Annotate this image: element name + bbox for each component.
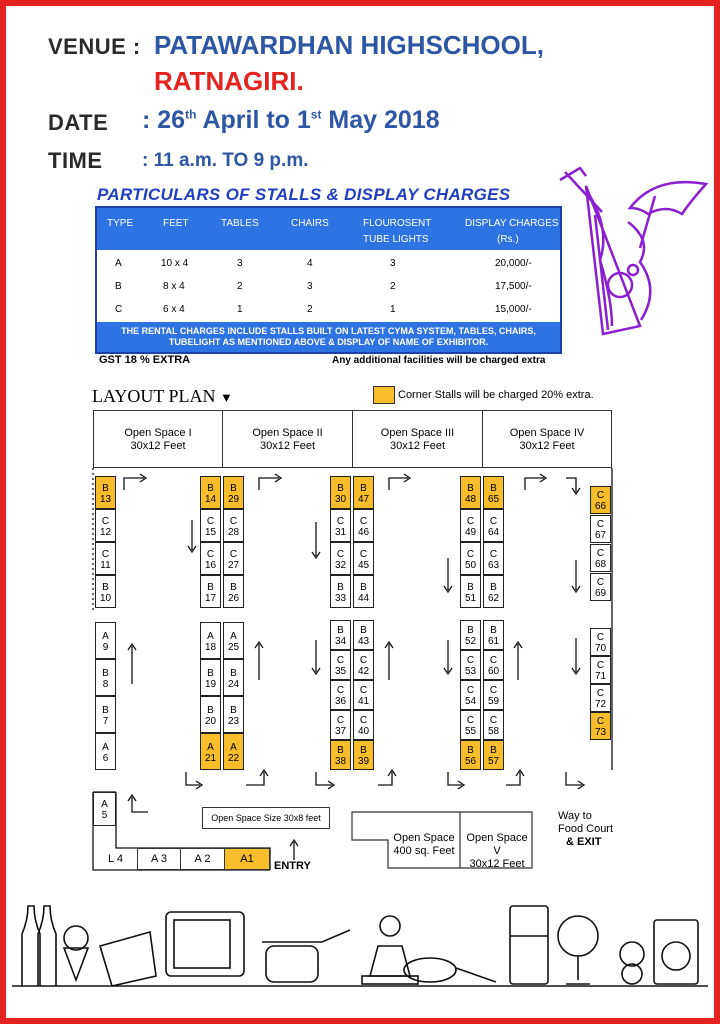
stall-29: B 29 [223,476,244,509]
stall-67: C 67 [590,515,611,543]
stall-49: C 49 [460,509,481,542]
open-space-3: Open Space III 30x12 Feet [352,410,483,468]
layout-title: LAYOUT PLAN ▼ [92,386,233,406]
stall-14: B 14 [200,476,221,509]
stall-l4: L 4 [108,853,123,865]
stall-59: C 59 [483,680,504,710]
stall-54: C 54 [460,680,481,710]
stall-63: C 63 [483,542,504,575]
stall-64: C 64 [483,509,504,542]
table-cell: 2 [237,281,243,292]
stall-58: C 58 [483,710,504,740]
stall-11: C 11 [95,542,116,575]
table-cell: 2 [390,281,396,292]
open-space-4: Open Space IV 30x12 Feet [482,410,612,468]
stall-71: C 71 [590,656,611,684]
stall-22: A 22 [223,733,244,770]
header-chairs: CHAIRS [291,218,329,229]
stall-36: C 36 [330,680,351,710]
stall-69: C 69 [590,573,611,601]
header-feet: FEET [163,218,189,229]
gst-note: GST 18 % EXTRA [99,354,191,366]
time-value: : 11 a.m. TO 9 p.m. [142,150,309,171]
date-value: : 26th April to 1st May 2018 [142,106,440,134]
stall-7: B 7 [95,696,116,733]
stall-31: C 31 [330,509,351,542]
table-cell: 3 [307,281,313,292]
table-cell: 4 [307,258,313,269]
stall-38: B 38 [330,740,351,770]
venue-line2: RATNAGIRI. [154,66,304,96]
stall-40: C 40 [353,710,374,740]
header-display-1: DISPLAY CHARGES [465,218,559,229]
triangle-down-icon: ▼ [220,390,233,405]
stall-39: B 39 [353,740,374,770]
stall-34: B 34 [330,620,351,650]
stall-61: B 61 [483,620,504,650]
stall-6: A 6 [95,733,116,770]
stall-a2: A 2 [180,848,225,870]
particulars-title: PARTICULARS OF STALLS & DISPLAY CHARGES [97,185,511,204]
stall-72: C 72 [590,684,611,712]
venue-label: VENUE : [48,34,141,59]
stall-68: C 68 [590,544,611,572]
table-cell: 1 [237,304,243,315]
open-space-1: Open Space I 30x12 Feet [93,410,223,468]
table-cell: 2 [307,304,313,315]
stall-26: B 26 [223,575,244,608]
table-cell: 17,500/- [495,281,532,292]
stall-42: C 42 [353,650,374,680]
stall-56: B 56 [460,740,481,770]
stall-21: A 21 [200,733,221,770]
table-cell: 8 x 4 [163,281,185,292]
open-space-5: Open Space V 30x12 Feet [466,832,528,870]
stall-a5: A 5 [93,792,116,826]
stall-73: C 73 [590,712,611,740]
stall-30: B 30 [330,476,351,509]
stall-13: B 13 [95,476,116,509]
header-display-2: (Rs.) [497,234,519,245]
table-cell: C [115,304,123,315]
stall-27: C 27 [223,542,244,575]
stall-18: A 18 [200,622,221,659]
stall-57: B 57 [483,740,504,770]
table-cell: 10 x 4 [161,258,189,269]
table-cell: B [115,281,122,292]
stall-66: C 66 [590,486,611,514]
stall-41: C 41 [353,680,374,710]
stall-10: B 10 [95,575,116,608]
stall-70: C 70 [590,628,611,656]
stall-a3: A 3 [137,848,181,870]
stall-23: B 23 [223,696,244,733]
charges-table [95,206,562,354]
stall-52: B 52 [460,620,481,650]
table-header [97,208,560,250]
stall-8: B 8 [95,659,116,696]
table-body [97,250,560,322]
table-cell: 3 [390,258,396,269]
stall-33: B 33 [330,575,351,608]
stall-19: B 19 [200,659,221,696]
header-tube-1: FLOUROSENT [363,218,432,229]
table-cell: 20,000/- [495,258,532,269]
venue-line1: PATAWARDHAN HIGHSCHOOL, [154,30,544,60]
stall-55: C 55 [460,710,481,740]
stall-62: B 62 [483,575,504,608]
extra-note: Any additional facilities will be charged extra [332,355,546,366]
table-footer-note: THE RENTAL CHARGES INCLUDE STALLS BUILT ON LATEST CYMA SYSTEM, TABLES, CHAIRS, TUBELIGHT AS MENTIONED ABOVE & DISPLAY OF NAME OF EXHIBITOR. [97,322,560,352]
stall-53: C 53 [460,650,481,680]
table-cell: 6 x 4 [163,304,185,315]
stall-a1: A1 [224,848,270,870]
stall-17: B 17 [200,575,221,608]
table-cell: 1 [390,304,396,315]
table-cell: A [115,258,122,269]
stall-37: C 37 [330,710,351,740]
stall-43: B 43 [353,620,374,650]
stall-46: C 46 [353,509,374,542]
header-type: TYPE [107,218,134,229]
legend-swatch [373,386,395,404]
stall-50: C 50 [460,542,481,575]
stall-51: B 51 [460,575,481,608]
stall-60: C 60 [483,650,504,680]
stall-45: C 45 [353,542,374,575]
stall-24: B 24 [223,659,244,696]
open-space-2: Open Space II 30x12 Feet [222,410,353,468]
table-cell: 3 [237,258,243,269]
entry-label: ENTRY [274,860,311,872]
header-tube-2: TUBE LIGHTS [363,234,429,245]
legend-text: Corner Stalls will be charged 20% extra. [398,389,594,401]
table-cell: 15,000/- [495,304,532,315]
stall-35: C 35 [330,650,351,680]
exit-note: Way to Food Court & EXIT [558,810,614,848]
time-label: TIME [48,148,103,173]
stall-15: C 15 [200,509,221,542]
date-label: DATE [48,110,109,135]
open-space-400: Open Space 400 sq. Feet [393,832,455,857]
stall-28: C 28 [223,509,244,542]
stall-32: C 32 [330,542,351,575]
stall-9: A 9 [95,622,116,659]
stall-65: B 65 [483,476,504,509]
stall-16: C 16 [200,542,221,575]
header-tables: TABLES [221,218,259,229]
stall-20: B 20 [200,696,221,733]
open-space-30x8: Open Space Size 30x8 feet [202,807,330,829]
stall-48: B 48 [460,476,481,509]
stall-44: B 44 [353,575,374,608]
stall-12: C 12 [95,509,116,542]
stall-47: B 47 [353,476,374,509]
stall-25: A 25 [223,622,244,659]
